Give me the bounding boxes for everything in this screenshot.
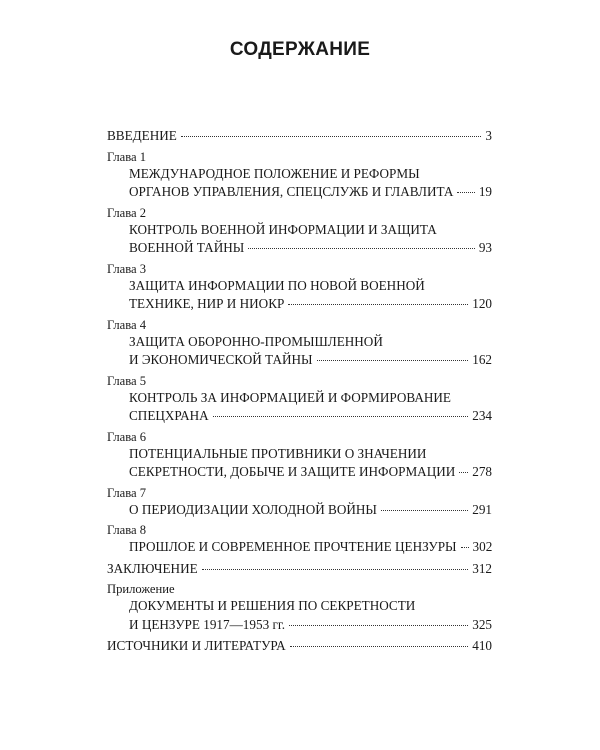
entry-title — [107, 165, 492, 202]
entry-title-last-line — [129, 295, 492, 314]
entry-title-last-line — [107, 637, 492, 656]
entry-title-text: И ЭКОНОМИЧЕСКОЙ ТАЙНЫ — [129, 352, 313, 367]
entry-title-line: ДОКУМЕНТЫ И РЕШЕНИЯ ПО СЕКРЕТНОСТИ — [129, 598, 416, 613]
page-number: 410 — [472, 638, 492, 653]
page-number: 162 — [472, 352, 492, 367]
dot-leader — [290, 646, 469, 647]
toc-entry[interactable] — [107, 317, 492, 370]
page-number: 291 — [472, 501, 492, 517]
entry-title-line: ЗАЩИТА ИНФОРМАЦИИ ПО НОВОЙ ВОЕННОЙ — [129, 277, 425, 293]
entry-title-last-line — [107, 560, 492, 579]
toc-entry[interactable] — [107, 485, 492, 520]
page-number: 312 — [472, 560, 492, 576]
toc-entry[interactable] — [107, 149, 492, 202]
entry-title-text: ВОЕННОЙ ТАЙНЫ — [129, 240, 245, 255]
entry-title — [107, 445, 492, 482]
toc-entry[interactable] — [107, 205, 492, 258]
entry-title-last-line — [129, 351, 492, 370]
entry-title-line: КОНТРОЛЬ ЗА ИНФОРМАЦИЕЙ И ФОРМИРОВАНИЕ — [129, 389, 451, 405]
toc-entry[interactable] — [107, 637, 492, 656]
entry-title — [107, 389, 492, 426]
dot-leader — [248, 248, 475, 249]
chapter-label: Глава 2 — [107, 205, 147, 220]
page-number: 234 — [472, 408, 492, 423]
entry-title — [107, 597, 492, 634]
entry-title-text: ОРГАНОВ УПРАВЛЕНИЯ, СПЕЦСЛУЖБ И ГЛАВЛИТА — [129, 184, 454, 199]
entry-title-line: ЗАЩИТА ОБОРОННО-ПРОМЫШЛЕННОЙ — [129, 333, 383, 349]
entry-title-line: ПОТЕНЦИАЛЬНЫЕ ПРОТИВНИКИ О ЗНАЧЕНИИ — [129, 445, 427, 461]
dot-leader — [181, 136, 482, 137]
chapter-label: Глава 7 — [107, 485, 147, 500]
table-of-contents — [107, 127, 492, 659]
entry-title — [107, 333, 492, 370]
entry-title-text: ПРОШЛОЕ И СОВРЕМЕННОЕ ПРОЧТЕНИЕ ЦЕНЗУРЫ — [129, 539, 457, 554]
page-number: 325 — [472, 616, 492, 632]
page-number: 120 — [472, 296, 492, 311]
entry-title-text: И ЦЕНЗУРЕ 1917—1953 гг. — [129, 616, 286, 632]
chapter-label: Глава 5 — [107, 373, 147, 388]
entry-title-line: МЕЖДУНАРОДНОЕ ПОЛОЖЕНИЕ И РЕФОРМЫ — [129, 165, 420, 181]
page-title: СОДЕРЖАНИЕ — [229, 39, 371, 60]
entry-title-text: ЗАКЛЮЧЕНИЕ — [107, 560, 198, 576]
page-number: 3 — [485, 128, 492, 143]
entry-title-line: КОНТРОЛЬ ВОЕННОЙ ИНФОРМАЦИИ И ЗАЩИТА — [129, 221, 437, 237]
toc-entry[interactable] — [107, 127, 492, 146]
entry-title — [107, 501, 492, 520]
page-number: 19 — [478, 184, 492, 199]
dot-leader — [381, 510, 468, 511]
entry-title-last-line — [129, 407, 492, 426]
dot-leader — [289, 625, 468, 626]
dot-leader — [202, 569, 469, 570]
entry-title-text: ТЕХНИКЕ, НИР И НИОКР — [129, 296, 285, 311]
entry-title — [107, 127, 492, 146]
entry-title-last-line — [129, 463, 492, 482]
chapter-label: Глава 4 — [107, 317, 147, 332]
dot-leader — [288, 304, 468, 305]
dot-leader — [317, 360, 469, 361]
chapter-label: Приложение — [107, 582, 175, 596]
entry-title-last-line — [107, 127, 492, 146]
entry-title-text: О ПЕРИОДИЗАЦИИ ХОЛОДНОЙ ВОЙНЫ — [129, 501, 377, 517]
entry-title — [107, 560, 492, 579]
entry-title — [107, 637, 492, 656]
page-number: 93 — [478, 240, 492, 255]
entry-title-last-line — [129, 183, 492, 202]
dot-leader — [459, 472, 468, 473]
entry-title-last-line — [129, 538, 492, 557]
entry-title-last-line — [129, 616, 492, 635]
page-number: 278 — [472, 464, 492, 479]
toc-entry[interactable] — [107, 373, 492, 426]
entry-title-text: ВВЕДЕНИЕ — [107, 128, 177, 143]
entry-title-text: СЕКРЕТНОСТИ, ДОБЫЧЕ И ЗАЩИТЕ ИНФОРМАЦИИ — [129, 464, 456, 479]
chapter-label: Глава 3 — [107, 261, 147, 276]
dot-leader — [461, 547, 469, 548]
entry-title — [107, 221, 492, 258]
dot-leader — [457, 192, 474, 193]
entry-title-text: ИСТОЧНИКИ И ЛИТЕРАТУРА — [107, 638, 286, 653]
toc-entry[interactable] — [107, 261, 492, 314]
page-number: 302 — [472, 539, 493, 554]
chapter-label: Глава 8 — [107, 523, 147, 537]
entry-title-last-line — [129, 239, 492, 258]
entry-title — [107, 277, 492, 314]
toc-entry[interactable] — [107, 560, 492, 579]
toc-entry[interactable] — [107, 429, 492, 482]
entry-title — [107, 538, 492, 557]
entry-title-last-line — [129, 501, 492, 520]
chapter-label: Глава 1 — [107, 149, 147, 164]
toc-entry[interactable] — [107, 581, 492, 634]
entry-title-text: СПЕЦХРАНА — [129, 408, 209, 423]
chapter-label: Глава 6 — [107, 429, 147, 444]
dot-leader — [213, 416, 469, 417]
toc-entry[interactable] — [107, 522, 492, 557]
